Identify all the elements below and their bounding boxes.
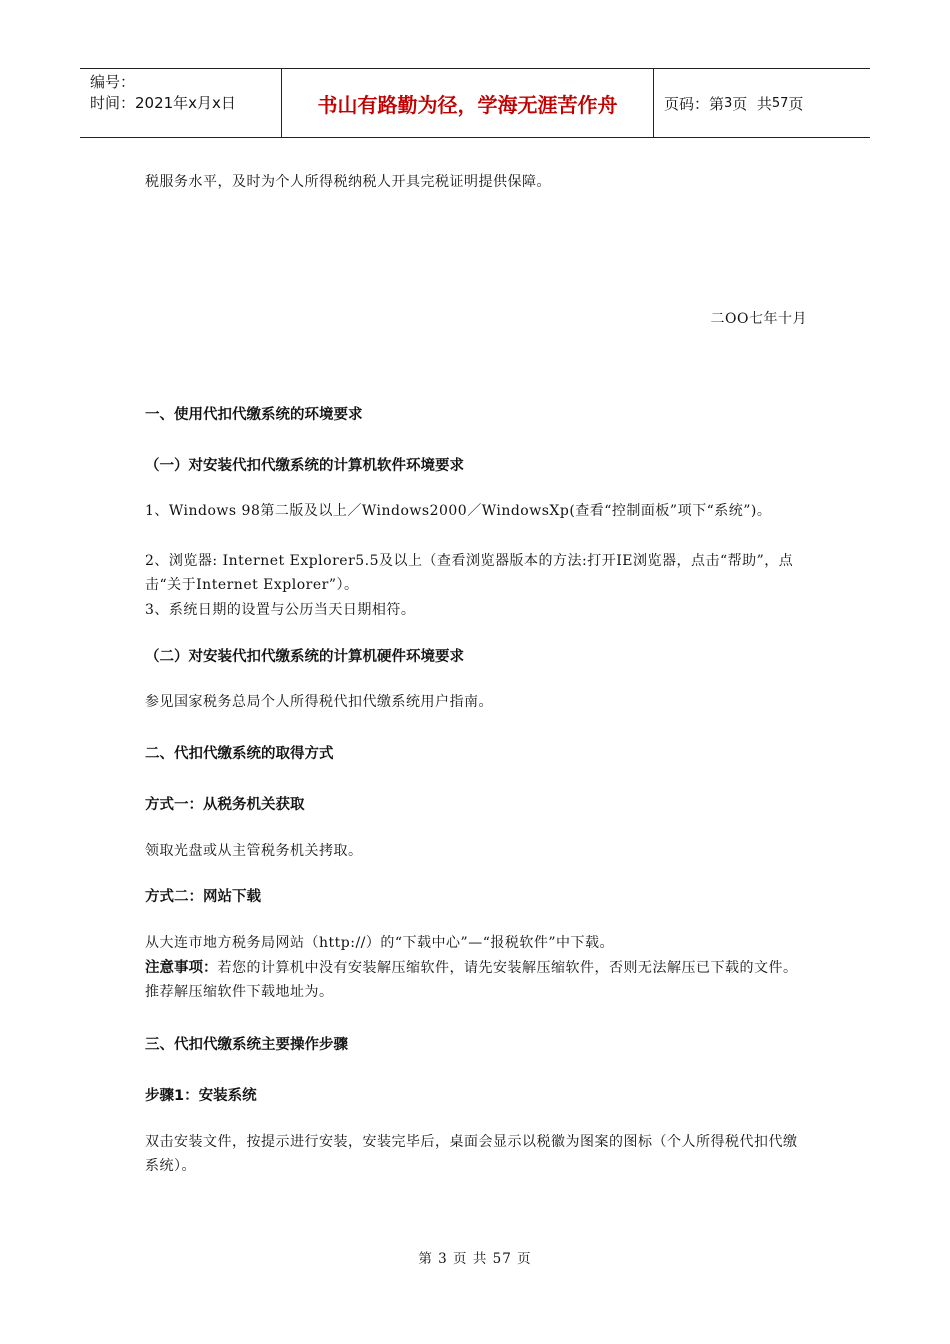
page-header bbox=[80, 68, 870, 138]
section-1-2-title: （二）对安装代扣代缴系统的计算机硬件环境要求 bbox=[145, 649, 464, 665]
step-1-title: 步骤1：安装系统 bbox=[145, 1088, 257, 1104]
page-end: 页 bbox=[788, 94, 804, 113]
section-1-title: 一、使用代扣代缴系统的环境要求 bbox=[145, 407, 363, 423]
software-req-1: 1、Windows 98第二版及以上／Windows2000／WindowsXp(查看“控制面板”项下“系统”)。 bbox=[145, 503, 772, 519]
note-text: 若您的计算机中没有安装解压缩软件，请先安装解压缩软件，否则无法解压已下载的文件。推荐解压缩软件下载地址为。 bbox=[145, 960, 798, 1000]
note-label: 注意事项： bbox=[145, 960, 218, 976]
intro-tail: 税服务水平，及时为个人所得税纳税人开具完税证明提供保障。 bbox=[145, 174, 551, 190]
section-2-title: 二、代扣代缴系统的取得方式 bbox=[145, 746, 334, 762]
header-meta bbox=[80, 69, 282, 137]
note-paragraph bbox=[145, 956, 807, 1004]
hardware-req-text: 参见国家税务总局个人所得税代扣代缴系统用户指南。 bbox=[145, 694, 493, 710]
method-1-title: 方式一：从税务机关获取 bbox=[145, 797, 305, 813]
page-label: 页码：第 bbox=[664, 94, 725, 113]
header-page-info bbox=[654, 69, 870, 137]
software-req-2: 2、浏览器: Internet Explorer5.5及以上（查看浏览器版本的方法:打开IE浏览器，点击“帮助”，点击“关于Internet Explorer”）。 bbox=[145, 553, 794, 593]
number-label: 编号： bbox=[90, 73, 136, 91]
method-2-title: 方式二：网站下载 bbox=[145, 889, 261, 905]
step-1-text: 双击安装文件，按提示进行安装，安装完毕后，桌面会显示以税徽为图案的图标（个人所得税代扣代缴系统）。 bbox=[145, 1134, 798, 1174]
section-3-title: 三、代扣代缴系统主要操作步骤 bbox=[145, 1037, 348, 1053]
time-label: 时间：2021年x月x日 bbox=[90, 94, 236, 112]
page-footer: 第 3 页 共 57 页 bbox=[418, 1251, 532, 1267]
section-1-1-title: （一）对安装代扣代缴系统的计算机软件环境要求 bbox=[145, 458, 464, 474]
page-number: 3 bbox=[724, 95, 733, 111]
method-1-text: 领取光盘或从主管税务机关拷取。 bbox=[145, 843, 363, 859]
page-total: 57 bbox=[771, 95, 789, 111]
document-date: 二OO七年十月 bbox=[710, 311, 807, 327]
header-motto: 书山有路勤为径，学海无涯苦作舟 bbox=[282, 69, 654, 137]
software-req-3: 3、系统日期的设置与公历当天日期相符。 bbox=[145, 602, 416, 618]
page-mid: 页 共 bbox=[732, 94, 772, 113]
method-2-text: 从大连市地方税务局网站（http://）的“下载中心”—“报税软件”中下载。 bbox=[145, 935, 615, 951]
